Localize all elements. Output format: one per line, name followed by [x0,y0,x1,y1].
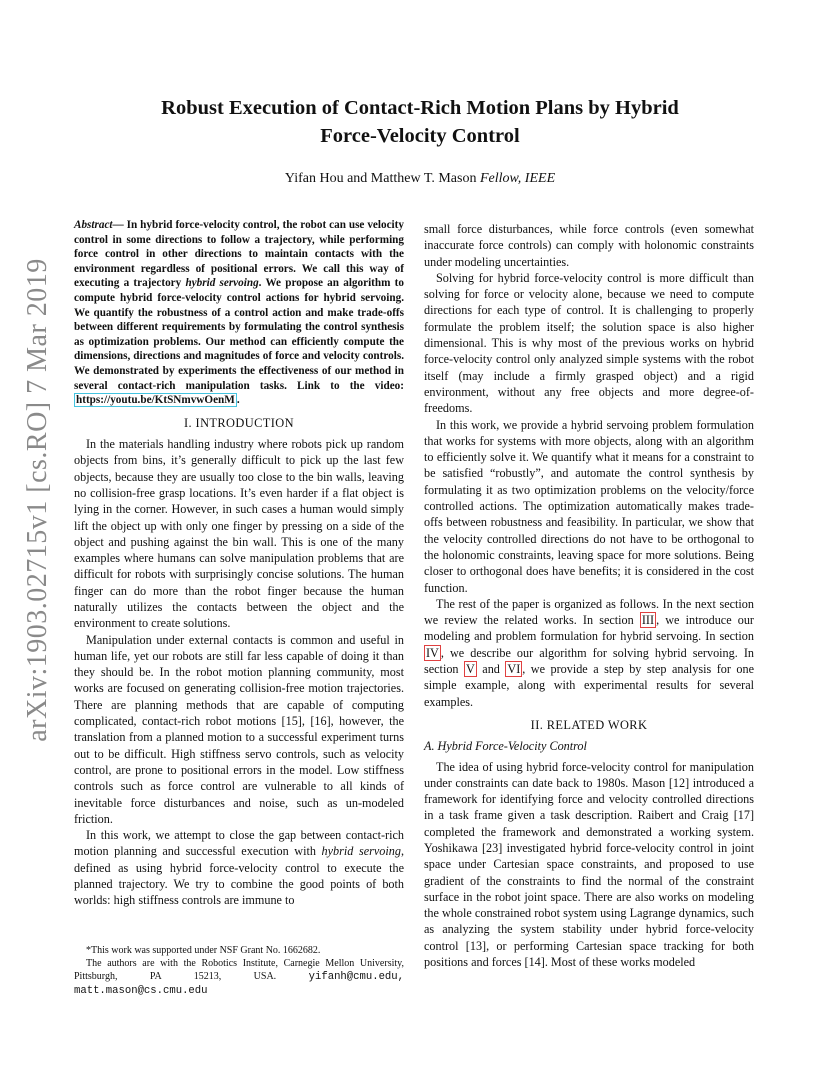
intro-paragraph-3 [74,827,404,908]
right-paragraph-4 [424,596,754,710]
section-ref-V[interactable]: V [466,662,475,677]
related-paragraph-1: The idea of using hybrid force-velocity control for manipulation under constraints can date back to 1980s. Mason [12] introduced a framework for identifying force and velocity controlled directions in a task frame given a task description. Raibert and Craig [17] completed the framework and demonstrated a working system. Yoshikawa [23] investigated hybrid force-velocity control in joint space under Cartesian space constraints, and proposed to use gradient of the constraints to find the normal of the constraint surface in the robot joint space. There are also works on modeling the whole constrained robot system using Lagrange dynamics, such as analyzing the system stability under hybrid force-velocity control [13], or performing Cartesian space tracking for both positions and forces [14]. Most of these works modeled [424,759,754,970]
author-line [100,171,740,187]
section-ref-VI[interactable]: VI [507,662,521,677]
abstract-label: Abstract [74,219,113,231]
paper-title [100,94,740,150]
intro-p3-em: hybrid servoing [321,844,401,859]
footnote-email-1: yifanh@cmu.edu, [308,971,404,983]
arxiv-identifier-stamp [18,258,58,742]
footnotes [74,944,404,998]
section-heading-related-work: II. RELATED WORK [530,717,648,732]
abstract [74,218,404,408]
abstract-em-term: hybrid servoing [185,277,259,290]
abstract-end: . [236,394,240,407]
intro-p3-text-b: , defined as using hybrid force-velocity control to execute the planned trajectory. We try to combine the good points of both worlds: high stiffness controls are immune to [74,844,404,908]
abstract-text-1: In hybrid force-velocity control, the robot can use velocity control in some directions to follow a trajectory, while performing force control in other directions to maintain contacts with the environment regardless of positional errors. We call this way of executing a trajectory [74,219,404,290]
footnote-affiliation [74,957,404,998]
rp4-b: , we introduce our modeling and problem formulation for hybrid servoing. In section [424,613,754,644]
rp4-d: and [476,662,506,677]
intro-p3-text-a: In this work, we attempt to close the gap between contact-rich motion planning and successful execution with [74,828,404,859]
right-paragraph-2: Solving for hybrid force-velocity control is more difficult than solving for force or velocity alone, because we need to compute directions for each type of control. It is challenging to properly formulate the problem itself; the solution space is also higher dimensional. This is why most of the previous works on hybrid force-velocity control only analyzed simple systems with the robot itself (may include a firmly grasped object) and a rigid environment, without any free objects and more degree-of-freedoms. [424,270,754,416]
rp4-c: , we describe our algorithm for solving hybrid servoing. In section [424,645,754,677]
right-column [424,221,754,970]
author-fellow: Fellow, IEEE [479,171,556,186]
section-heading-introduction: I. INTRODUCTION [184,415,294,430]
footnote-email-2: matt.mason@cs.cmu.edu [74,985,208,997]
footnote-affiliation-text: The authors are with the Robotics Institute, Carnegie Mellon University, Pittsburgh, PA 15213, USA. [74,958,404,982]
abstract-dash: — [112,219,124,231]
arxiv-id-text: arXiv:1903.02715v1 [cs.RO] 7 Mar 2019 [22,258,53,742]
right-paragraph-1: small force disturbances, while force controls (even somewhat inaccurate force controls) can comply with holonomic constraints under modeling uncertainties. [424,222,754,269]
rp4-e: , we provide a step by step analysis for one simple example, along with experimental results for several examples. [424,662,754,709]
footnote-funding: *This work was supported under NSF Grant No. 1662682. [86,945,321,956]
subsection-heading-hybrid-control: A. Hybrid Force-Velocity Control [424,739,587,754]
rp4-a: The rest of the paper is organized as follows. In the next section we review the related works. In section [424,596,754,628]
title-line-2: Force-Velocity Control [320,125,520,147]
video-link[interactable]: https://youtu.be/KtSNmvwOenM [76,394,235,407]
intro-paragraph-1: In the materials handling industry where robots pick up random objects from bins, it’s generally difficult to pick up the last few objects, because they are usually too close to the bin walls, leaving no collision-free grasp locations. It’s even harder if a flat object is lying in the corner. However, in such cases a human would simply lift the object up with only one finger by pressing on a side of the object and pushing against the bin wall. This is one of the many examples where humans can solve manipulation problems that are difficult for robots with surprisingly concise solutions. The human finger can do more than the robot finger because the human naturally utilizes the contacts between the object and the environment to create solutions. [74,437,404,631]
section-ref-III[interactable]: III [641,613,655,628]
left-column [74,218,404,909]
right-paragraph-3: In this work, we provide a hybrid servoing problem formulation that works for systems with more objects, along with an algorithm to efficiently solve it. We quantify what it means for a constraint to be satisfied “robustly”, and automate the control synthesis by formulating it as two optimization problems on the velocity/force controlled actions. The optimization automatically makes trade-offs between robustness and feasibility. In particular, we show that the velocity controlled directions do not have to be orthogonal to the holonomic constraints, leaving space for more solutions. Being closer to orthogonal does have benefits; it is considered in the cost function. [424,417,754,595]
intro-paragraph-2: Manipulation under external contacts is common and useful in human life, yet our robots are still far less capable of doing it than they should be. In the robot motion planning community, most works are focused on generating collision-free motion trajectories. There are planning methods that are capable of computing complicated, contact-rich robot motions [15], [16], however, the translation from a planned motion to a successful experiment turns out to be difficult. High stiffness servo controls, such as velocity control, are prone to positional errors in the model. Low stiffness controls such as force control are vulnerable to all kinds of inevitable force disturbances and noise, such as un-modeled friction. [74,632,404,826]
section-ref-IV[interactable]: IV [426,645,439,660]
title-line-1: Robust Execution of Contact-Rich Motion Plans by Hybrid [161,97,679,119]
abstract-text-2: . We propose an algorithm to compute hybrid force-velocity control actions for hybrid servoing. We quantify the robustness of a control action and make trade-offs between different requirements by formulating the control synthesis as optimization problems. Our method can efficiently compute the dimensions, directions and magnitudes of force and velocity controls. We demonstrated by experiments the effectiveness of our method in several contact-rich manipulation tasks. Link to the video: [74,277,404,392]
author-names: Yifan Hou and Matthew T. Mason [284,171,477,186]
